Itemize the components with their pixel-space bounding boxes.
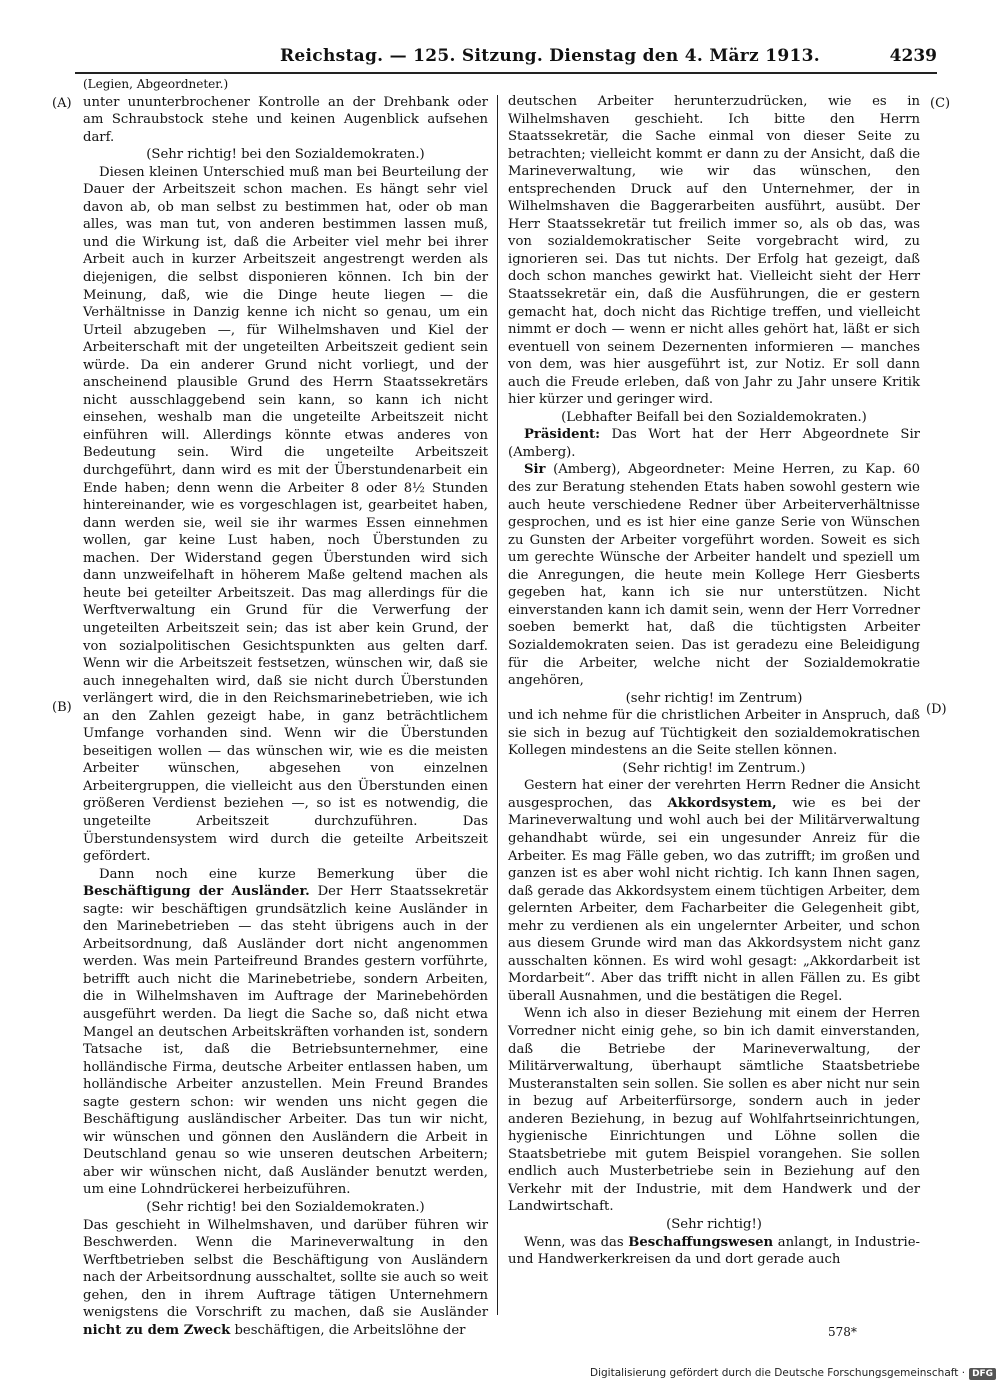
interjection: (sehr richtig! im Zentrum) [625, 690, 803, 706]
interjection: (Sehr richtig! bei den Sozialdemokraten.) [146, 1200, 425, 1215]
page-number: 4239 [889, 46, 937, 66]
emphasis-text: Akkordsystem, [667, 795, 777, 811]
paragraph-text: wie es bei der Marineverwaltung und wohl auch bei der Militärverwaltung gehandhabt würde, sei ein ungesunder Anreiz für die Arbeiter. Es mag Fälle geben, wo das zutrifft; im großen und ganzen ist es aber wohl nicht richtig. Ich kann Ihnen sagen, daß gerade das Akkordsystem einem tüchtigen Arbeiter, dem gelernten Arbeiter, dem Facharbeiter die Gelegenheit gibt, mehr zu verdienen als ein ungelernter Arbeiter, und schon aus diesem Grunde wird man das Akkordsystem nicht ganz ausschalten können. Es wird wohl gesagt: „Akkordarbeit ist Mordarbeit“. Aber das trifft nicht in allen Fällen zu. Es gibt überall Ausnahmen, und die bestätigen die Regel. [508, 795, 920, 1004]
paragraph-text: Dann noch eine kurze Bemerkung über die [99, 866, 488, 882]
paragraph-text: beschäftigen, die Arbeitslöhne der [230, 1322, 466, 1338]
paragraph-text: Das geschieht in Wilhelmshaven, und darüber führen wir Beschwerden. Wenn die Marineverwaltung in den Werftbetrieben selbst die Beschäftigung von Ausländern nach der Arbeitsordnung ausschaltet, sollte sie auch so weit gehen, den in ihrem Auftrage tätigen Unternehmern wenigstens die Vorschrift zu machen, daß sie Ausländer [83, 1217, 488, 1321]
margin-mark-b: (B) [52, 700, 72, 715]
margin-mark-a: (A) [52, 96, 72, 111]
page-title: Reichstag. — 125. Sitzung. Dienstag den 4. März 1913. [280, 46, 820, 66]
paragraph-text: Wenn, was das [524, 1234, 629, 1250]
paragraph-text: Das Wort hat der Herr Abgeordnete Sir (Amberg). [508, 427, 920, 460]
paragraph [508, 426, 920, 461]
paragraph-text: anlangt, in Industrie- und Handwerkerkreisen da und dort gerade auch [508, 1234, 920, 1268]
emphasis-text: Sir [524, 462, 546, 478]
paragraph-text: Der Herr Staatssekretär sagte: wir beschäftigen grundsätzlich keine Ausländer in den Marinebetrieben — das steht übrigens auch in der Arbeitsordnung, daß Ausländer dort nicht angenommen werden. Was mein Parteifreund Brandes gestern vorführte, betrifft auch nicht die Marinebetriebe, sondern Arbeiten, die in Wilhelmshaven im Auftrage der Marinebehörden ausgeführt werden. Da liegt die Sache so, daß nicht etwa Mangel an deutschen Arbeitskräften vorhanden ist, sondern Tatsache ist, daß die Betriebsunternehmer, eine holländische Firma, deutsche Arbeiter entlassen haben, um holländische Arbeiter anzustellen. Mein Freund Brandes sagte gestern schon: wir wenden uns nicht gegen die Beschäftigung ausländischer Arbeiter. Das tun wir nicht, wir wünschen und gönnen den Ausländern die Arbeit in Deutschland genau so wie unseren deutschen Arbeitern; aber wir wünschen nicht, daß Ausländer benutzt werden, um eine Lohndrückerei herbeizuführen. [83, 884, 488, 1198]
paragraph-text: (Amberg), Abgeordneter: Meine Herren, zu Kap. 60 des zur Beratung stehenden Etats haben sowohl gestern wie auch heute verschiedene Redner über Arbeiterverhältnisse gesprochen, und es ist hier eine ganze Serie von Wünschen zu Gunsten der Arbeiter vorgeführt worden. Soweit es sich um gerechte Wünsche der Arbeiter handelt und speziell um die Anregungen, die heute mein Kollege Herr Giesberts gegeben hat, kann ich sie nur unterstützen. Nicht einverstanden kann ich damit sein, wenn der Herr Vorredner soeben bemerkt hat, daß die tüchtigsten Arbeiter Sozialdemokraten seien. Das ist geradezu eine Beleidigung für die Arbeiter, welche nicht der Sozialdemokratie angehören, [508, 462, 920, 689]
paragraph [508, 1234, 920, 1269]
page-header [75, 46, 937, 72]
signature-mark: 578* [828, 1325, 857, 1339]
emphasis-text: Beschäftigung der Ausländer. [83, 884, 310, 900]
margin-mark-d: (D) [926, 702, 947, 717]
interjection: (Sehr richtig! im Zentrum.) [622, 760, 806, 776]
paragraph [83, 866, 488, 1199]
emphasis-text: Präsident: [524, 427, 601, 443]
paragraph: Diesen kleinen Unterschied muß man bei Beurteilung der Dauer der Arbeitszeit schon machen. Es hängt sehr viel davon ab, ob man selbst zu bestimmen hat, oder ob man alles, was man tut, von anderen bestimmen lassen muß, und die Wirkung ist, daß die Arbeiter viel mehr bei ihrer Arbeit auch in kurzer Arbeitszeit angestrengt werden als diejenigen, die selbst disponieren können. Ich bin der Meinung, daß, wie die Dinge heute liegen — die Verhältnisse in Danzig kenne ich nicht so genau, um ein Urteil abzugeben —, für Wilhelmshaven und Kiel der Arbeiterschaft mit der ungeteilten Arbeitszeit gedient sein würde. Da ein anderer Grund nicht vorliegt, und der anscheinend plausible Grund des Herrn Staatssekretärs nicht ausschlaggebend sein kann, so kann ich nicht einsehen, weshalb man die ungeteilte Arbeitszeit nicht einführen will. Allerdings könnte etwas anderes von Bedeutung sein. Wird die ungeteilte Arbeitszeit durchgeführt, dann wird es mit der Überstundenarbeit ein Ende haben; denn wenn die Arbeiter 8 oder 8½ Stunden hintereinander, wie es vorgeschlagen ist, gearbeitet haben, dann werden sie, weil sie ihr warmes Essen einnehmen wollen, gar keine Lust haben, noch Überstunden zu machen. Der Widerstand gegen Überstunden wird sich dann unzweifelhaft in höherem Maße geltend machen als heute bei geteilter Arbeitszeit. Das mag allerdings für die Werftverwaltung ein Grund für die Verwerfung der ungeteilten Arbeitszeit sein; das ist aber kein Grund, der von sozialpolitischen Gesichtspunkten aus gelten darf. Wenn wir die Arbeitszeit festsetzen, wünschen wir, daß sie auch innegehalten wird, daß sie nicht durch Überstunden verlängert wird, die in den Reichsmarinebetrieben, wie ich an den Zahlen gezeigt habe, in ganz beträchtlichem Umfange vorhanden sind. Wenn wir die Überstunden beseitigen wollen — das wünschen wir, wie es die meisten Arbeiter wünschen, abgesehen von einzelnen Arbeitergruppen, die vielleicht aus den Überstunden einen größeren Verdienst beziehen —, so ist es notwendig, die ungeteilte Arbeitszeit durchzuführen. Das Überstundensystem wird durch die geteilte Arbeitszeit gefördert. [83, 164, 488, 865]
dfg-logo: DFG [969, 1368, 996, 1380]
paragraph: deutschen Arbeiter herunterzudrücken, wie es in Wilhelmshaven geschieht. Ich bitte den Herrn Staatssekretär, die Sache einmal von dieser Seite zu betrachten; vielleicht kommt er dann zu der Ansicht, daß die Marineverwaltung, wie wir das wünschen, den entsprechenden Druck auf den Unternehmer, der in Wilhelmshaven die Baggerarbeiten ausführt, ausübt. Der Herr Staatssekretär tut freilich immer so, als ob das, was von sozialdemokratischer Seite vorgebracht wird, zu ignorieren sei. Das tut nichts. Der Erfolg hat gezeigt, daß doch schon manches gewirkt hat. Vielleicht sieht der Herr Staatssekretär ein, daß die Ausführungen, die er gestern gemacht hat, doch nicht das Richtige treffen, und vielleicht nimmt er doch — wenn er nicht alles gehört hat, läßt er sich eventuell von seinem Dezernenten informieren — manches von dem, was hier ausgeführt ist, zur Notiz. Er soll dann auch die Freude erleben, daß von Jahr zu Jahr unsere Kritik hier kürzer und geringer wird. [508, 94, 920, 408]
paragraph-text: Gestern hat einer der verehrten Herrn Redner die Ansicht ausgesprochen, das [508, 778, 920, 811]
emphasis-text: Beschaffungswesen [628, 1234, 774, 1250]
paragraph [83, 1217, 488, 1340]
footer [590, 1367, 996, 1380]
right-column [508, 93, 920, 1269]
speaker-tag: (Legien, Abgeordneter.) [83, 77, 229, 91]
left-column [83, 76, 488, 1339]
interjection: (Sehr richtig! bei den Sozialdemokraten.) [146, 147, 425, 163]
margin-mark-c: (C) [930, 96, 951, 111]
paragraph: Wenn ich also in dieser Beziehung mit einem der Herren Vorredner nicht einig gehe, so bin ich damit einverstanden, daß die Betriebe der Marineverwaltung, der Militärverwaltung, überhaupt sämtliche Staatsbetriebe Musteranstalten sein sollen. Sie sollen es aber nicht nur sein in bezug auf Arbeiterfürsorge, sondern auch in jeder anderen Beziehung, in bezug auf Wohlfahrtseinrichtungen, hygienische Einrichtungen und Löhne sollen die Staatsbetriebe mit gutem Beispiel vorangehen. Sie sollen endlich auch Musterbetriebe sein in Beziehung auf den Verkehr mit der Industrie, mit dem Handwerk und der Landwirtschaft. [508, 1006, 920, 1215]
paragraph [508, 777, 920, 1005]
interjection: (Sehr richtig!) [666, 1217, 762, 1232]
footer-text: Digitalisierung gefördert durch die Deutsche Forschungsgemeinschaft · [590, 1367, 966, 1379]
emphasis-text: nicht zu dem Zweck [83, 1322, 231, 1338]
interjection: (Lebhafter Beifall bei den Sozialdemokraten.) [561, 409, 867, 425]
column-divider [497, 95, 498, 1315]
header-rule [75, 72, 937, 74]
paragraph [508, 461, 920, 689]
paragraph: und ich nehme für die christlichen Arbeiter in Anspruch, daß sie sich in bezug auf Tüchtigkeit den sozialdemokratischen Kollegen mindestens an die Seite stellen können. [508, 708, 920, 759]
paragraph: unter ununterbrochener Kontrolle an der Drehbank oder am Schraubstock stehe und keinen Augenblick aufsehen darf. [83, 94, 488, 145]
